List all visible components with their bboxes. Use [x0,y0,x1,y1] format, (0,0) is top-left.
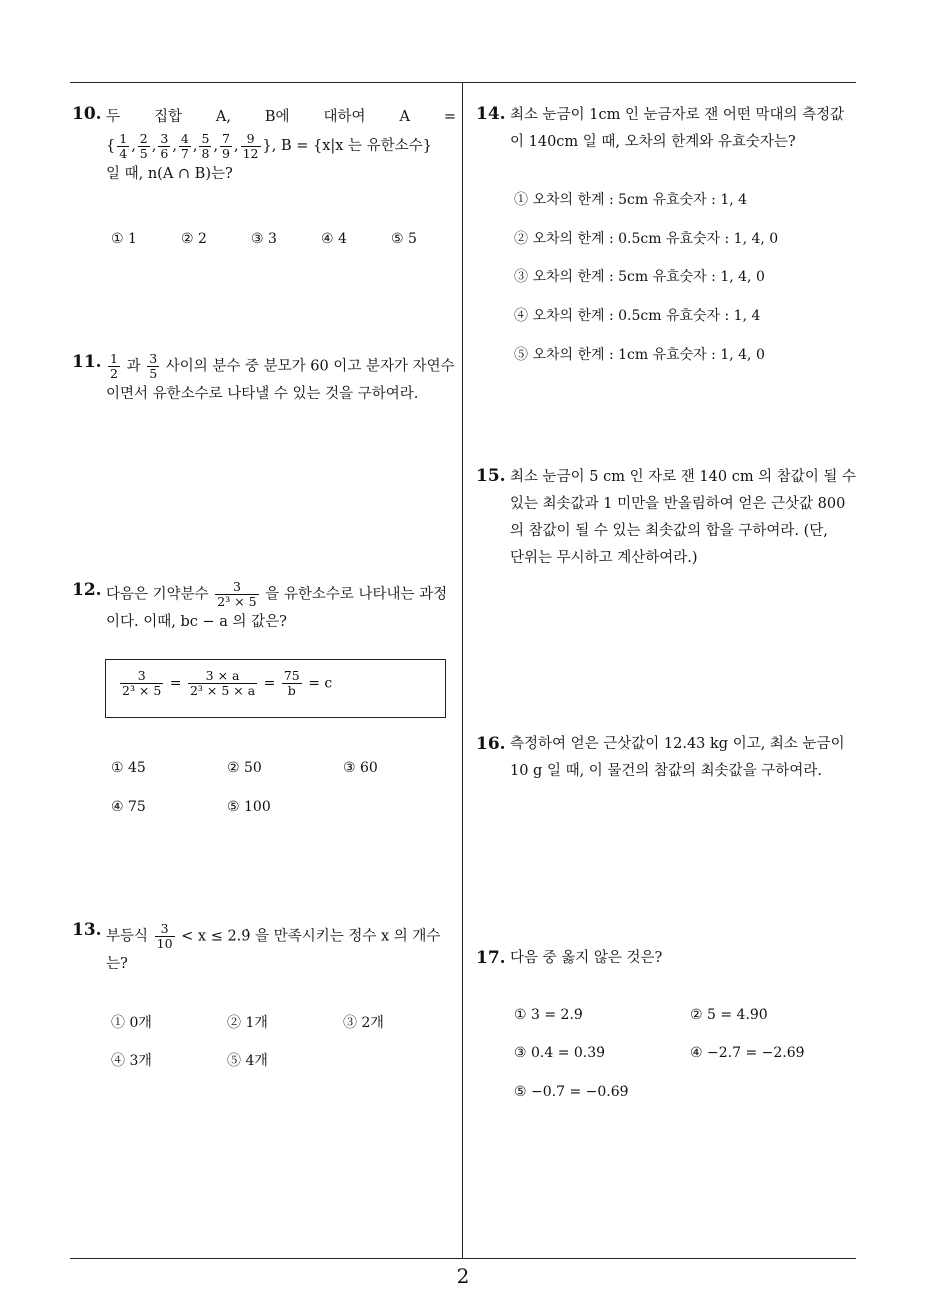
equation [118,669,332,698]
q17-stem [510,945,860,972]
column-divider [462,83,463,1259]
bottom-rule [70,1258,856,1259]
q12-pre: 다음은 기약분수 [106,586,209,603]
fraction: $\frac{2}{5}$ [139,130,148,161]
choice[interactable]: ④ −2.7 = −2.69̇ [690,1045,805,1061]
q11-text: 사이의 분수 중 분모가 60 이고 분자가 자연수 [165,358,455,375]
question-number: 10. [72,104,102,124]
choice[interactable]: ③ 2개 [343,1015,384,1031]
q12-post: 을 유한소수로 나타내는 과정 [265,586,448,603]
fraction: $\frac{3}{10}$ [156,921,173,951]
q14-stem [510,102,860,156]
equals: = [263,675,276,692]
q12-line1 [106,580,462,609]
q14-line1: 최소 눈금이 1cm 인 눈금자로 잰 어떤 막대의 측정값 [510,107,845,123]
choice[interactable]: ⑤ 오차의 한계 : 1cm 유효숫자 : 1, 4, 0 [514,347,765,363]
q10-line3: 일 때, n(A ∩ B)는? [106,166,233,182]
fraction: $\frac{5}{8}$ [201,130,210,161]
fraction: $\frac{75}{b}$ [283,668,300,698]
q10-line1: 두 집합 A, B에 대하여 A = [106,109,456,125]
q12-line2: 이다. 이때, bc − a 의 값은? [106,614,287,630]
fraction: $\frac{3 \times a}{\text{2³ × 5 × a}}$ [189,668,256,698]
set-brace: { [106,138,116,154]
top-rule [70,82,856,83]
choice[interactable]: ② 오차의 한계 : 0.5cm 유효숫자 : 1, 4, 0 [514,231,779,247]
choice[interactable]: ④ 75 [111,799,146,815]
choice[interactable]: ④ 4 [321,231,347,247]
choice[interactable]: ② 5 = 4.9̇0̇ [690,1007,768,1023]
q10-set-b: }, B = {x|x 는 유한소수} [262,138,432,154]
q10-stem [106,104,456,188]
q16-line: 측정하여 얻은 근삿값이 12.43 kg 이고, 최소 눈금이 [510,736,845,752]
question-number: 13. [72,920,102,940]
choice[interactable]: ③ 오차의 한계 : 5cm 유효숫자 : 1, 4, 0 [514,269,765,285]
q15-line: 있는 최솟값과 1 미만을 반올림하여 얻은 근삿값 800 [510,496,846,512]
fraction: $\frac{1}{2}$ [110,351,118,381]
fraction: $\frac{3}{\text{2³ × 5}}$ [217,579,257,609]
choice[interactable]: ② 1개 [227,1015,268,1031]
fraction: $\frac{7}{9}$ [222,130,230,161]
choice[interactable]: ① 1 [111,231,137,247]
choice[interactable]: ③ 3 [251,231,277,247]
page-number: 2 [456,1264,470,1288]
choice[interactable]: ① 오차의 한계 : 5cm 유효숫자 : 1, 4 [514,192,748,208]
q13-line2: 는? [106,956,128,972]
q15-line: 최소 눈금이 5 cm 인 자로 잰 140 cm 의 참값이 될 수 [510,469,857,485]
question-number: 16. [476,734,506,754]
q15-line: 의 참값이 될 수 있는 최솟값의 합을 구하여라. (단, [510,523,828,539]
choice[interactable]: ④ 오차의 한계 : 0.5cm 유효숫자 : 1, 4 [514,308,761,324]
fraction: $\frac{3}{6}$ [160,130,169,161]
q15-stem [510,464,860,572]
choice[interactable]: ⑤ 100 [227,799,271,815]
choice[interactable]: ① 45 [111,760,146,776]
comma: , [213,138,219,154]
fraction: $\frac{3}{5}$ [149,351,158,381]
question-number: 15. [476,466,506,486]
choice[interactable]: ② 2 [181,231,207,247]
q10-set-line [106,131,456,161]
equals: = [169,675,182,692]
comma: , [131,138,136,154]
question-number: 12. [72,580,102,600]
q17-line1: 다음 중 옳지 않은 것은? [510,950,663,966]
question-number: 17. [476,948,506,968]
q14-line2: 이 140cm 일 때, 오차의 한계와 유효숫자는? [510,134,796,150]
fraction: $\frac{4}{7}$ [180,130,189,161]
choice[interactable]: ② 50 [227,760,262,776]
q11-stem [106,352,462,408]
fraction: $\frac{1}{4}$ [119,130,128,161]
choice[interactable]: ⑤ 4개 [227,1053,268,1069]
choice[interactable]: ① 0개 [111,1015,152,1031]
equation-box [105,659,446,718]
choice[interactable]: ⑤ 5 [391,231,417,247]
comma: , [192,138,198,154]
question-number: 11. [72,352,102,372]
comma: , [172,138,177,154]
choice[interactable]: ③ 60 [343,760,378,776]
q13-post: < x ≤ 2.9̇ 을 만족시키는 정수 x 의 개수 [181,928,441,945]
q10-fractions [115,130,262,161]
question-number: 14. [476,104,506,124]
q11-joiner: 과 [126,358,141,375]
choice[interactable]: ③ 0.4 = 0.39̇ [514,1045,606,1061]
q15-line: 단위는 무시하고 계산하여라.) [510,550,698,566]
q16-stem [510,731,860,785]
q12-stem [106,580,462,636]
choice[interactable]: ① 3 = 2.9̇ [514,1007,583,1023]
comma: , [151,138,157,154]
comma: , [234,138,239,154]
fraction: $\frac{9}{12}$ [242,130,259,161]
fraction: $\frac{3}{\text{2³ × 5}}$ [122,668,162,698]
q11-line2: 이면서 유한소수로 나타낼 수 있는 것을 구하여라. [106,386,419,402]
q13-line1 [106,922,462,951]
choice[interactable]: ⑤ −0.7 = −0.69̇ [514,1084,629,1100]
q13-stem [106,922,462,978]
q16-line: 10 g 일 때, 이 물건의 참값의 최솟값을 구하여라. [510,763,822,779]
equals-c: = c [308,675,333,692]
choice[interactable]: ④ 3개 [111,1053,152,1069]
q13-pre: 부등식 [106,928,149,945]
q11-line1 [106,352,462,381]
